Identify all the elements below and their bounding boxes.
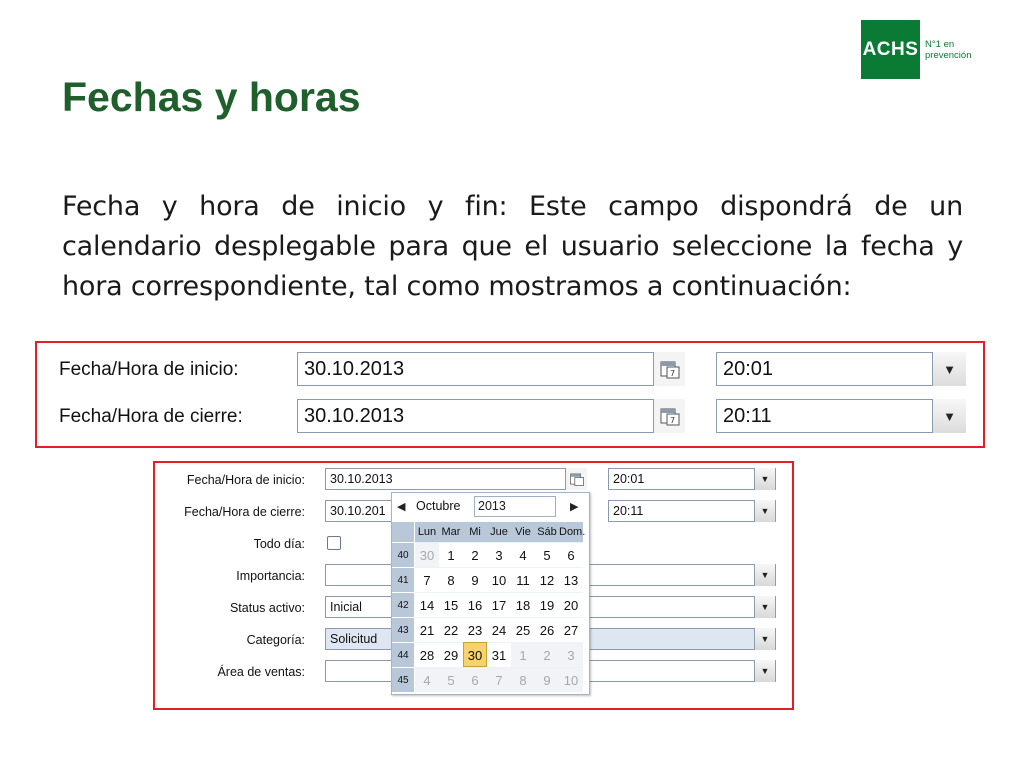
calendar-icon[interactable]: [653, 352, 685, 386]
day-header: Mi: [463, 522, 487, 542]
svg-text:7: 7: [669, 369, 675, 378]
achs-logo: [861, 20, 976, 79]
chevron-down-icon[interactable]: ▼: [754, 596, 775, 618]
end-time-value: 20:11: [723, 405, 772, 427]
status-label: Status activo:: [229, 601, 305, 615]
calendar-day[interactable]: 6: [463, 667, 487, 692]
calendar-day[interactable]: 9: [535, 667, 559, 692]
calendar-day[interactable]: 19: [535, 592, 559, 617]
calendar-day[interactable]: 10: [559, 667, 583, 692]
chevron-down-icon[interactable]: ▼: [754, 628, 775, 650]
calendar-day[interactable]: 5: [535, 542, 559, 567]
week-number[interactable]: 45: [392, 667, 414, 692]
calendar-day[interactable]: 22: [439, 617, 463, 642]
end-label-small: Fecha/Hora de cierre:: [184, 505, 305, 519]
calendar-icon[interactable]: [565, 468, 587, 490]
calendar-month[interactable]: Octubre: [416, 499, 461, 513]
calendar-day[interactable]: 18: [511, 592, 535, 617]
calendar-day[interactable]: 21: [415, 617, 439, 642]
logo-tagline-line1: N°1 en: [925, 38, 955, 50]
calendar-day[interactable]: 27: [559, 617, 583, 642]
week-number[interactable]: 41: [392, 567, 414, 592]
week-number-header: [392, 522, 414, 542]
end-time-field-small[interactable]: [608, 500, 776, 522]
day-header: Vie: [511, 522, 535, 542]
day-header: Dom.: [559, 522, 583, 542]
chevron-down-icon[interactable]: ▼: [754, 500, 775, 522]
end-date-value: 30.10.2013: [304, 405, 405, 427]
logo-tagline: [925, 39, 971, 61]
slide-title: Fechas y horas: [62, 74, 361, 120]
end-time-value-small: 20:11: [613, 504, 644, 518]
allday-label: Todo día:: [253, 537, 305, 551]
start-date-value-small: 30.10.2013: [330, 472, 393, 486]
calendar-day[interactable]: 7: [415, 567, 439, 592]
calendar-day[interactable]: 17: [487, 592, 511, 617]
day-header: Mar: [439, 522, 463, 542]
end-time-field[interactable]: [716, 399, 966, 433]
week-number[interactable]: 43: [392, 617, 414, 642]
calendar-day[interactable]: 30: [415, 542, 439, 567]
logo-tagline-line2: prevención: [925, 49, 972, 61]
importance-label: Importancia:: [236, 569, 305, 583]
end-date-field[interactable]: [297, 399, 685, 433]
end-date-value-small: 30.10.201: [330, 504, 386, 518]
calendar-icon[interactable]: [653, 399, 685, 433]
end-date-field-small[interactable]: [325, 500, 395, 522]
category-label: Categoría:: [246, 633, 305, 647]
week-number[interactable]: 42: [392, 592, 414, 617]
calendar-header: [392, 493, 589, 521]
calendar-day[interactable]: 23: [463, 617, 487, 642]
start-date-field[interactable]: [297, 352, 685, 386]
datetime-form-large: [35, 341, 985, 448]
sales-area-label: Área de ventas:: [217, 665, 305, 679]
week-number[interactable]: 44: [392, 642, 414, 667]
calendar-day[interactable]: 31: [487, 642, 511, 667]
start-label: Fecha/Hora de inicio:: [59, 359, 239, 380]
calendar-day[interactable]: 9: [463, 567, 487, 592]
day-header: Lun: [415, 522, 439, 542]
end-row: [37, 399, 983, 435]
chevron-down-icon[interactable]: ▼: [932, 399, 966, 433]
calendar-day[interactable]: 14: [415, 592, 439, 617]
start-time-value: 20:01: [723, 358, 774, 380]
calendar-day[interactable]: 4: [415, 667, 439, 692]
calendar-day[interactable]: 12: [535, 567, 559, 592]
calendar-day[interactable]: 26: [535, 617, 559, 642]
day-header: Jue: [487, 522, 511, 542]
calendar-year: 2013: [478, 499, 506, 513]
start-time-field[interactable]: [716, 352, 966, 386]
calendar-day[interactable]: 25: [511, 617, 535, 642]
calendar-day-selected[interactable]: 30: [463, 642, 487, 667]
allday-checkbox[interactable]: [327, 536, 341, 550]
calendar-day[interactable]: 13: [559, 567, 583, 592]
end-label: Fecha/Hora de cierre:: [59, 406, 243, 427]
svg-text:7: 7: [669, 416, 675, 425]
chevron-down-icon[interactable]: ▼: [754, 468, 775, 490]
start-label-small: Fecha/Hora de inicio:: [186, 473, 305, 487]
start-date-value: 30.10.2013: [304, 358, 405, 380]
calendar-day[interactable]: 28: [415, 642, 439, 667]
status-value: Inicial: [330, 600, 362, 614]
datetime-form-small: [153, 461, 794, 710]
calendar-day[interactable]: 3: [559, 642, 583, 667]
calendar-day[interactable]: 10: [487, 567, 511, 592]
calendar-day[interactable]: 5: [439, 667, 463, 692]
calendar-day[interactable]: 8: [439, 567, 463, 592]
calendar-day[interactable]: 20: [559, 592, 583, 617]
chevron-down-icon[interactable]: ▼: [932, 352, 966, 386]
start-time-field-small[interactable]: [608, 468, 776, 490]
chevron-down-icon[interactable]: ▼: [754, 564, 775, 586]
start-date-field-small[interactable]: [325, 468, 567, 490]
body-paragraph: Fecha y hora de inicio y fin: Este campo dispondrá de un calendario desplegable para que el usuario seleccione la fecha y hora correspondiente, tal como mostramos a continuación:: [62, 191, 963, 302]
calendar-day[interactable]: 1: [439, 542, 463, 567]
calendar-day[interactable]: 4: [511, 542, 535, 567]
category-value: Solicitud: [330, 632, 378, 646]
calendar-day[interactable]: 11: [511, 567, 535, 592]
calendar-day[interactable]: 2: [463, 542, 487, 567]
calendar-day[interactable]: 15: [439, 592, 463, 617]
calendar-day[interactable]: 3: [487, 542, 511, 567]
calendar-year-field[interactable]: [474, 496, 556, 517]
week-number[interactable]: 40: [392, 542, 414, 567]
arrow-left-icon[interactable]: ◀: [397, 501, 406, 513]
calendar-day[interactable]: 1: [511, 642, 535, 667]
calendar-day[interactable]: 2: [535, 642, 559, 667]
calendar-day[interactable]: 7: [487, 667, 511, 692]
calendar-day[interactable]: 29: [439, 642, 463, 667]
calendar-day[interactable]: 6: [559, 542, 583, 567]
arrow-right-icon[interactable]: ▶: [570, 501, 579, 513]
calendar-day[interactable]: 16: [463, 592, 487, 617]
start-row: [37, 352, 983, 388]
day-header: Sáb: [535, 522, 559, 542]
calendar-popup: [391, 492, 590, 695]
start-time-value-small: 20:01: [613, 472, 645, 486]
calendar-day[interactable]: 24: [487, 617, 511, 642]
calendar-day[interactable]: 8: [511, 667, 535, 692]
chevron-down-icon[interactable]: ▼: [754, 660, 775, 682]
logo-brand: ACHS: [861, 20, 920, 79]
